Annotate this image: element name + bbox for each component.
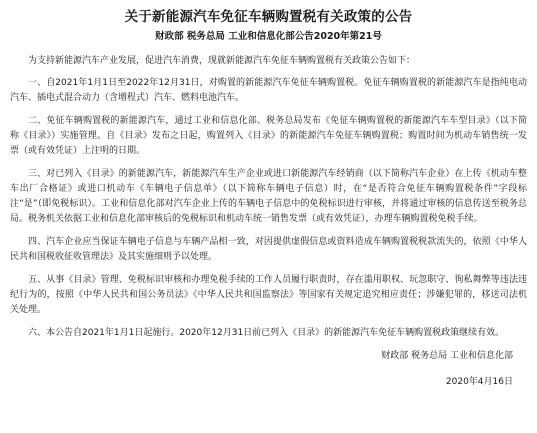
page-title: 关于新能源汽车免征车辆购置税有关政策的公告 bbox=[124, 9, 413, 25]
issuing-authorities: 财政部 税务总局 工业和信息化部 bbox=[381, 351, 513, 361]
issue-date: 2020年4月16日 bbox=[445, 377, 513, 387]
paragraph-2: 二、免征车辆购置税的新能源汽车，通过工业和信息化部、税务总局发布《免征车辆购置税的新能源汽车车型目录》（以下简称《目录》）实施管理。自《目录》发布之日起，购置列入《目录》的新能源汽车免征车辆购置税；购置时间为机动车销售统一发票（或有效凭证）上注明的日期。 bbox=[10, 116, 527, 156]
paragraph-4: 四、汽车企业应当保证车辆电子信息与车辆产品相一致，对因提供虚假信息或资料造成车辆购置税税款流失的，依照《中华人民共和国税收征收管理法》及其实施细则予以处理。 bbox=[10, 237, 527, 262]
paragraph-1: 一、自2021年1月1日至2022年12月31日，对购置的新能源汽车免征车辆购置税。免征车辆购置税的新能源汽车是指纯电动汽车、插电式混合动力（含增程式）汽车、燃料电池汽车。 bbox=[10, 78, 527, 103]
paragraph-5: 五、从事《目录》管理、免税标识审核和办理免税手续的工作人员履行职责时，存在滥用职权、玩忽职守、徇私舞弊等违法违纪行为的，按照《中华人民共和国公务员法》《中华人民共和国监察法》等国家有关规定追究相应责任；涉嫌犯罪的，移送司法机关处理。 bbox=[10, 275, 527, 315]
document-number: 财政部 税务总局 工业和信息化部公告2020年第21号 bbox=[155, 31, 382, 42]
intro-paragraph: 为支持新能源汽车产业发展，促进汽车消费，现就新能源汽车免征车辆购置税有关政策公告如下： bbox=[28, 56, 416, 66]
paragraph-6: 六、本公告自2021年1月1日起施行。2020年12月31日前已列入《目录》的新能源汽车免征车辆购置税政策继续有效。 bbox=[28, 328, 505, 338]
paragraph-3: 三、对已列入《目录》的新能源汽车，新能源汽车生产企业或进口新能源汽车经销商（以下简称汽车企业）在上传《机动车整车出厂合格证》或进口机动车《车辆电子信息单》（以下简称车辆电子信息）时，在“是否符合免征车辆购置税条件”字段标注“是”（即免税标识）。工业和信息化部对汽车企业上传的车辆电子信息中的免税标识进行审核，并将通过审核的信息传送至税务总局。税务机关依据工业和信息化部审核后的免税标识和机动车统一销售发票（或有效凭证），办理车辆购置税免税手续。 bbox=[10, 169, 527, 224]
